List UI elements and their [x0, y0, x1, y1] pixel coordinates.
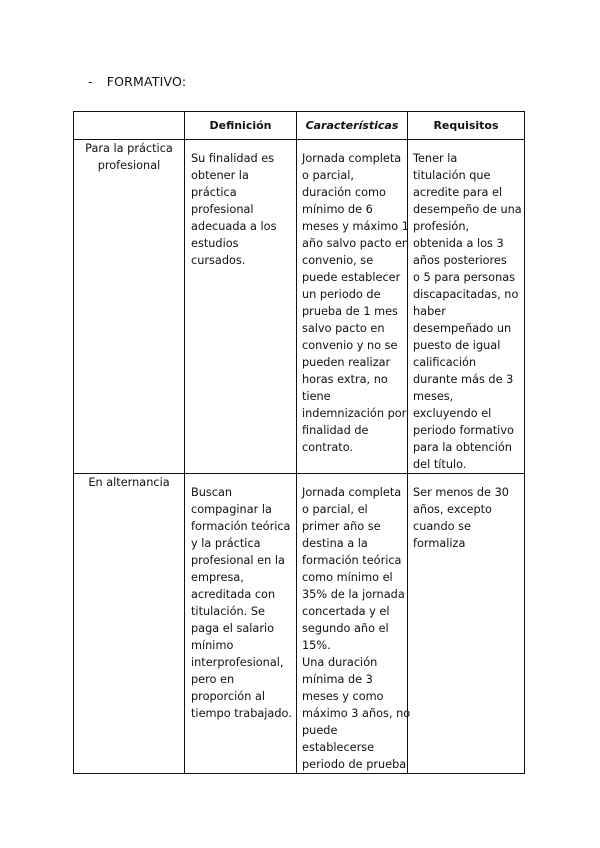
cell-text-line: mínimo [191, 639, 234, 652]
cell-text-line: estudios [191, 237, 239, 250]
cell-text-line: formaliza [413, 537, 466, 550]
cell-text-line: finalidad de [302, 424, 369, 437]
cell-text-line: cuando se [413, 520, 471, 533]
cell-text-line: máximo 3 años, no [302, 707, 411, 720]
definicion-cell [185, 474, 297, 774]
cell-text-line: tiene [302, 390, 331, 403]
cell-text-line: adecuada a los [191, 220, 277, 233]
cell-text-line: pero en [191, 673, 235, 686]
cell-text-line: profesional en la [191, 554, 285, 567]
cell-text-line: mínima de 3 [302, 673, 373, 686]
heading-dash: - [88, 74, 93, 89]
cell-text-line: para la obtención [413, 441, 512, 454]
cell-text-line: práctica [191, 186, 237, 199]
cell-text-line: desempeñado un [413, 322, 512, 335]
row-label-cell [74, 474, 185, 774]
cell-text-line: primer año se [302, 520, 381, 533]
cell-text-line: 35% de la jornada [302, 588, 405, 601]
section-heading [88, 74, 186, 89]
cell-text-line: Su finalidad es [191, 152, 275, 165]
cell-text-line: convenio y no se [302, 339, 398, 352]
cell-text-line: segundo año el [302, 622, 389, 635]
cell-text-line: excluyendo el [413, 407, 492, 420]
cell-text-line: año salvo pacto en [302, 237, 410, 250]
cell-text-line: obtener la [191, 169, 249, 182]
table-header-row [74, 112, 525, 140]
cell-text-line: calificación [413, 356, 477, 369]
header-definicion: Definición [185, 112, 297, 140]
cell-text-line: convenio, se [302, 254, 374, 267]
header-requisitos: Requisitos [408, 112, 525, 140]
requisitos-cell [408, 474, 525, 774]
table-row [74, 140, 525, 474]
cell-text-line: horas extra, no [302, 373, 388, 386]
cell-text-line: paga el salario [191, 622, 275, 635]
cell-text-line: En alternancia [88, 476, 170, 489]
cell-text-line: profesional [97, 159, 161, 172]
header-blank [74, 112, 185, 140]
cell-text-line: desempeño de una [413, 203, 522, 216]
caracteristicas-cell [297, 140, 408, 474]
cell-text-line: o parcial, el [302, 503, 368, 516]
cell-text-line: y la práctica [191, 537, 261, 550]
cell-text-line: puede [302, 724, 338, 737]
cell-text-line: periodo formativo [413, 424, 514, 437]
cell-text-line: acredite para el [413, 186, 503, 199]
cell-text-line: indemnización por [302, 407, 407, 420]
cell-text-line: periodo de prueba [302, 758, 407, 771]
cell-text-line: profesional [191, 203, 254, 216]
cell-text-line: contrato. [302, 441, 354, 454]
cell-text-line: años posteriores [413, 254, 507, 267]
cell-text-line: mínimo de 6 [302, 203, 373, 216]
cell-text-line: compaginar la [191, 503, 272, 516]
cell-text-line: pueden realizar [302, 356, 391, 369]
cell-text-line: Ser menos de 30 [413, 486, 509, 499]
cell-text-line: durante más de 3 [413, 373, 514, 386]
cell-text-line: Buscan [191, 486, 233, 499]
cell-text-line: formación teórica [191, 520, 291, 533]
cell-text-line: duración como [302, 186, 386, 199]
cell-text-line: cursados. [191, 254, 246, 267]
cell-text-line: Tener la [413, 152, 458, 165]
cell-text-line: titulación que [413, 169, 491, 182]
cell-text-line: empresa, [191, 571, 244, 584]
cell-text-line: haber [413, 305, 446, 318]
cell-text-line: titulación. Se [191, 605, 265, 618]
cell-text-line: salvo pacto en [302, 322, 385, 335]
table-row [74, 474, 525, 774]
cell-text-line: Una duración [302, 656, 378, 669]
cell-text-line: puede establecer [302, 271, 401, 284]
heading-text: FORMATIVO: [106, 74, 187, 89]
caracteristicas-cell [297, 474, 411, 774]
cell-text-line: un periodo de [302, 288, 381, 301]
cell-text-line: meses, [413, 390, 454, 403]
cell-text-line: como mínimo el [302, 571, 393, 584]
cell-text-line: Jornada completa [302, 152, 402, 165]
cell-text-line: acreditada con [191, 588, 276, 601]
cell-text-line: formación teórica [302, 554, 402, 567]
cell-text-line: puesto de igual [413, 339, 501, 352]
cell-text-line: concertada y el [302, 605, 390, 618]
cell-text-line: proporción al [191, 690, 266, 703]
cell-text-line: o parcial, [302, 169, 354, 182]
cell-text-line: Para la práctica [85, 142, 173, 155]
cell-text-line: meses y máximo 1 [302, 220, 409, 233]
cell-text-line: prueba de 1 mes [302, 305, 398, 318]
row-label-cell [74, 140, 185, 474]
cell-text-line: Jornada completa [302, 486, 402, 499]
contracts-table [73, 111, 525, 774]
cell-text-line: discapacitadas, no [413, 288, 519, 301]
cell-text-line: interprofesional, [191, 656, 284, 669]
cell-text-line: obtenida a los 3 [413, 237, 504, 250]
cell-text-line: establecerse [302, 741, 375, 754]
requisitos-cell [408, 140, 525, 474]
cell-text-line: destina a la [302, 537, 368, 550]
cell-text-line: años, excepto [413, 503, 492, 516]
cell-text-line: profesión, [413, 220, 470, 233]
header-caracteristicas: Características [297, 112, 408, 140]
cell-text-line: o 5 para personas [413, 271, 516, 284]
cell-text-line: 15%. [302, 639, 331, 652]
cell-text-line: meses y como [302, 690, 384, 703]
definicion-cell [185, 140, 297, 474]
cell-text-line: tiempo trabajado. [191, 707, 292, 720]
cell-text-line: del título. [413, 458, 467, 471]
